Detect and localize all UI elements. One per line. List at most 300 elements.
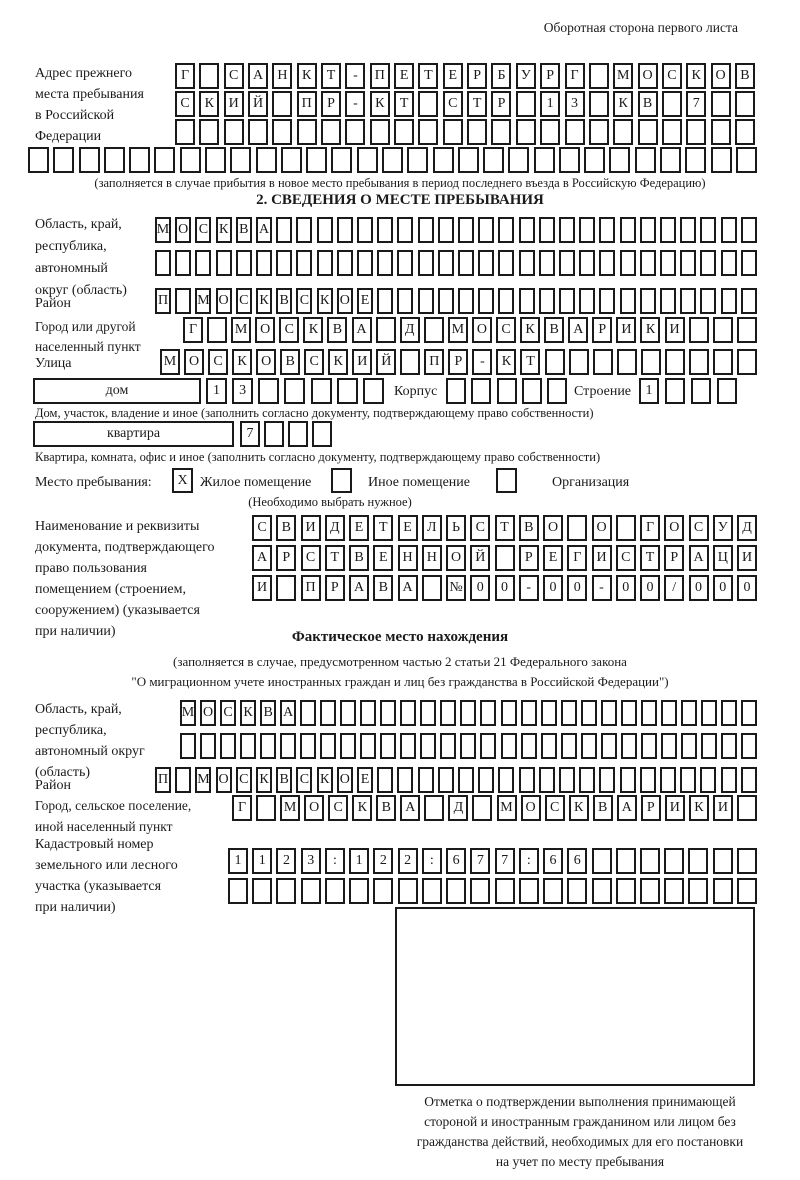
char-cell[interactable] — [252, 878, 272, 904]
char-cell[interactable]: Г — [175, 63, 195, 89]
char-cell[interactable]: Г — [640, 515, 660, 541]
char-cell[interactable]: 0 — [713, 575, 733, 601]
char-cell[interactable] — [665, 378, 685, 404]
char-cell[interactable]: М — [195, 288, 211, 314]
char-cell[interactable] — [599, 767, 615, 793]
char-cell[interactable]: С — [304, 349, 324, 375]
char-cell[interactable] — [685, 147, 706, 173]
char-cell[interactable] — [701, 700, 717, 726]
char-cell[interactable] — [495, 545, 515, 571]
char-cell[interactable]: С — [252, 515, 272, 541]
char-cell[interactable] — [617, 349, 637, 375]
char-cell[interactable]: А — [617, 795, 637, 821]
char-cell[interactable] — [497, 378, 517, 404]
char-cell[interactable]: В — [735, 63, 755, 89]
char-cell[interactable] — [640, 288, 656, 314]
char-cell[interactable] — [559, 288, 575, 314]
char-cell[interactable]: 2 — [373, 848, 393, 874]
char-cell[interactable]: К — [370, 91, 390, 117]
char-cell[interactable] — [593, 349, 613, 375]
char-cell[interactable]: О — [446, 545, 466, 571]
char-cell[interactable]: 0 — [640, 575, 660, 601]
char-cell[interactable]: Е — [373, 545, 393, 571]
char-cell[interactable]: 1 — [639, 378, 659, 404]
char-cell[interactable]: С — [296, 288, 312, 314]
char-cell[interactable]: Г — [183, 317, 203, 343]
char-cell[interactable]: И — [224, 91, 244, 117]
char-cell[interactable]: В — [373, 575, 393, 601]
char-cell[interactable] — [470, 878, 490, 904]
char-cell[interactable]: И — [616, 317, 636, 343]
char-cell[interactable]: Й — [376, 349, 396, 375]
char-cell[interactable] — [664, 848, 684, 874]
char-cell[interactable] — [660, 767, 676, 793]
char-cell[interactable] — [446, 378, 466, 404]
char-cell[interactable] — [589, 91, 609, 117]
char-cell[interactable]: М — [195, 767, 211, 793]
char-cell[interactable] — [498, 288, 514, 314]
char-cell[interactable] — [281, 147, 302, 173]
char-cell[interactable]: Г — [567, 545, 587, 571]
char-cell[interactable]: Т — [520, 349, 540, 375]
char-cell[interactable]: К — [256, 767, 272, 793]
char-cell[interactable] — [584, 147, 605, 173]
char-cell[interactable]: А — [400, 795, 420, 821]
char-cell[interactable] — [467, 119, 487, 145]
char-cell[interactable] — [539, 250, 555, 276]
char-cell[interactable]: П — [297, 91, 317, 117]
char-cell[interactable]: К — [240, 700, 256, 726]
char-cell[interactable]: Т — [495, 515, 515, 541]
char-cell[interactable] — [711, 91, 731, 117]
char-cell[interactable] — [256, 147, 277, 173]
char-cell[interactable] — [272, 91, 292, 117]
char-cell[interactable] — [616, 848, 636, 874]
char-cell[interactable] — [472, 795, 492, 821]
char-cell[interactable]: К — [199, 91, 219, 117]
char-cell[interactable]: О — [337, 288, 353, 314]
char-cell[interactable] — [480, 700, 496, 726]
char-cell[interactable] — [539, 217, 555, 243]
char-cell[interactable] — [660, 250, 676, 276]
char-cell[interactable]: М — [180, 700, 196, 726]
char-cell[interactable] — [443, 119, 463, 145]
char-cell[interactable] — [501, 700, 517, 726]
char-cell[interactable]: А — [352, 317, 372, 343]
char-cell[interactable] — [680, 250, 696, 276]
char-cell[interactable]: А — [256, 217, 272, 243]
char-cell[interactable] — [680, 288, 696, 314]
char-cell[interactable] — [540, 119, 560, 145]
char-cell[interactable]: Е — [357, 767, 373, 793]
char-cell[interactable] — [236, 250, 252, 276]
char-cell[interactable] — [721, 700, 737, 726]
char-cell[interactable] — [418, 767, 434, 793]
char-cell[interactable]: К — [520, 317, 540, 343]
char-cell[interactable] — [741, 250, 757, 276]
char-cell[interactable] — [539, 288, 555, 314]
char-cell[interactable]: И — [737, 545, 757, 571]
char-cell[interactable]: Р — [540, 63, 560, 89]
char-cell[interactable] — [458, 250, 474, 276]
char-cell[interactable] — [438, 250, 454, 276]
char-cell[interactable] — [337, 378, 358, 404]
char-cell[interactable] — [662, 91, 682, 117]
char-cell[interactable] — [317, 250, 333, 276]
char-cell[interactable]: И — [592, 545, 612, 571]
char-cell[interactable]: О — [664, 515, 684, 541]
char-cell[interactable] — [680, 767, 696, 793]
char-cell[interactable] — [565, 119, 585, 145]
char-cell[interactable] — [721, 767, 737, 793]
char-cell[interactable]: П — [301, 575, 321, 601]
char-cell[interactable] — [458, 767, 474, 793]
char-cell[interactable]: М — [160, 349, 180, 375]
char-cell[interactable] — [501, 733, 517, 759]
char-cell[interactable] — [640, 250, 656, 276]
char-cell[interactable] — [357, 250, 373, 276]
char-cell[interactable]: С — [470, 515, 490, 541]
char-cell[interactable]: О — [216, 767, 232, 793]
char-cell[interactable] — [680, 217, 696, 243]
char-cell[interactable] — [641, 349, 661, 375]
char-cell[interactable] — [199, 63, 219, 89]
char-cell[interactable] — [579, 288, 595, 314]
char-cell[interactable] — [345, 119, 365, 145]
char-cell[interactable] — [377, 217, 393, 243]
char-cell[interactable] — [681, 733, 697, 759]
char-cell[interactable] — [380, 700, 396, 726]
char-cell[interactable] — [260, 733, 276, 759]
char-cell[interactable]: К — [256, 288, 272, 314]
char-cell[interactable]: С — [496, 317, 516, 343]
char-cell[interactable] — [717, 378, 737, 404]
char-cell[interactable] — [640, 767, 656, 793]
char-cell[interactable] — [581, 733, 597, 759]
char-cell[interactable] — [480, 733, 496, 759]
char-cell[interactable] — [516, 119, 536, 145]
char-cell[interactable] — [397, 217, 413, 243]
char-cell[interactable]: Г — [232, 795, 252, 821]
char-cell[interactable] — [483, 147, 504, 173]
char-cell[interactable] — [522, 378, 542, 404]
char-cell[interactable] — [599, 288, 615, 314]
char-cell[interactable] — [561, 700, 577, 726]
char-cell[interactable]: 0 — [543, 575, 563, 601]
char-cell[interactable]: С — [443, 91, 463, 117]
char-cell[interactable] — [665, 349, 685, 375]
char-cell[interactable]: Ц — [713, 545, 733, 571]
stay-type-checkbox-zhiloe[interactable]: X — [172, 468, 193, 493]
char-cell[interactable] — [721, 250, 737, 276]
char-cell[interactable]: Р — [641, 795, 661, 821]
char-cell[interactable]: К — [317, 288, 333, 314]
char-cell[interactable]: Л — [422, 515, 442, 541]
char-cell[interactable] — [438, 767, 454, 793]
char-cell[interactable] — [129, 147, 150, 173]
char-cell[interactable] — [297, 119, 317, 145]
char-cell[interactable]: Е — [357, 288, 373, 314]
char-cell[interactable] — [613, 119, 633, 145]
char-cell[interactable] — [735, 119, 755, 145]
char-cell[interactable] — [337, 250, 353, 276]
char-cell[interactable] — [519, 250, 535, 276]
char-cell[interactable] — [620, 217, 636, 243]
char-cell[interactable] — [280, 733, 296, 759]
char-cell[interactable]: У — [713, 515, 733, 541]
char-cell[interactable] — [713, 317, 733, 343]
char-cell[interactable] — [741, 733, 757, 759]
char-cell[interactable]: К — [317, 767, 333, 793]
char-cell[interactable] — [721, 288, 737, 314]
char-cell[interactable]: 7 — [240, 421, 260, 447]
char-cell[interactable]: Е — [394, 63, 414, 89]
char-cell[interactable] — [478, 288, 494, 314]
char-cell[interactable]: А — [252, 545, 272, 571]
char-cell[interactable] — [394, 119, 414, 145]
char-cell[interactable] — [543, 878, 563, 904]
char-cell[interactable]: 3 — [232, 378, 253, 404]
char-cell[interactable]: М — [280, 795, 300, 821]
char-cell[interactable]: Ь — [446, 515, 466, 541]
char-cell[interactable] — [373, 878, 393, 904]
char-cell[interactable]: О — [175, 217, 191, 243]
char-cell[interactable] — [579, 217, 595, 243]
char-cell[interactable] — [579, 250, 595, 276]
char-cell[interactable]: С — [328, 795, 348, 821]
char-cell[interactable]: О — [184, 349, 204, 375]
char-cell[interactable] — [559, 767, 575, 793]
char-cell[interactable]: С — [545, 795, 565, 821]
char-cell[interactable] — [737, 848, 757, 874]
char-cell[interactable] — [621, 733, 637, 759]
char-cell[interactable]: Т — [394, 91, 414, 117]
char-cell[interactable] — [422, 878, 442, 904]
char-cell[interactable] — [498, 250, 514, 276]
char-cell[interactable] — [609, 147, 630, 173]
char-cell[interactable] — [567, 878, 587, 904]
char-cell[interactable] — [713, 878, 733, 904]
char-cell[interactable] — [256, 250, 272, 276]
char-cell[interactable]: В — [280, 349, 300, 375]
char-cell[interactable] — [721, 217, 737, 243]
char-cell[interactable]: - — [345, 63, 365, 89]
char-cell[interactable] — [498, 217, 514, 243]
char-cell[interactable] — [521, 733, 537, 759]
char-cell[interactable] — [264, 421, 284, 447]
char-cell[interactable] — [438, 217, 454, 243]
char-cell[interactable]: А — [689, 545, 709, 571]
char-cell[interactable]: Р — [519, 545, 539, 571]
char-cell[interactable] — [599, 250, 615, 276]
char-cell[interactable] — [491, 119, 511, 145]
char-cell[interactable] — [420, 700, 436, 726]
char-cell[interactable] — [360, 700, 376, 726]
char-cell[interactable]: К — [686, 63, 706, 89]
char-cell[interactable]: Е — [349, 515, 369, 541]
char-cell[interactable]: О — [472, 317, 492, 343]
char-cell[interactable]: А — [398, 575, 418, 601]
char-cell[interactable] — [508, 147, 529, 173]
char-cell[interactable]: Е — [398, 515, 418, 541]
char-cell[interactable] — [397, 288, 413, 314]
char-cell[interactable]: М — [448, 317, 468, 343]
char-cell[interactable]: - — [472, 349, 492, 375]
char-cell[interactable]: К — [689, 795, 709, 821]
char-cell[interactable] — [376, 317, 396, 343]
char-cell[interactable] — [400, 700, 416, 726]
char-cell[interactable]: С — [220, 700, 236, 726]
char-cell[interactable] — [660, 217, 676, 243]
char-cell[interactable]: А — [280, 700, 296, 726]
char-cell[interactable] — [240, 733, 256, 759]
char-cell[interactable] — [317, 217, 333, 243]
char-cell[interactable]: В — [260, 700, 276, 726]
char-cell[interactable] — [741, 700, 757, 726]
char-cell[interactable] — [641, 700, 657, 726]
char-cell[interactable] — [175, 119, 195, 145]
char-cell[interactable] — [621, 700, 637, 726]
char-cell[interactable] — [664, 878, 684, 904]
char-cell[interactable] — [689, 349, 709, 375]
char-cell[interactable] — [569, 349, 589, 375]
char-cell[interactable]: К — [303, 317, 323, 343]
char-cell[interactable]: Т — [325, 545, 345, 571]
char-cell[interactable] — [711, 147, 732, 173]
char-cell[interactable] — [660, 288, 676, 314]
char-cell[interactable] — [579, 767, 595, 793]
char-cell[interactable]: О — [216, 288, 232, 314]
char-cell[interactable] — [175, 288, 191, 314]
char-cell[interactable] — [306, 147, 327, 173]
char-cell[interactable] — [592, 878, 612, 904]
char-cell[interactable]: 1 — [252, 848, 272, 874]
char-cell[interactable]: В — [236, 217, 252, 243]
char-cell[interactable] — [471, 378, 491, 404]
char-cell[interactable] — [478, 217, 494, 243]
char-cell[interactable]: С — [175, 91, 195, 117]
char-cell[interactable]: Д — [400, 317, 420, 343]
char-cell[interactable] — [216, 250, 232, 276]
char-cell[interactable] — [360, 733, 376, 759]
char-cell[interactable] — [228, 878, 248, 904]
char-cell[interactable]: Д — [737, 515, 757, 541]
char-cell[interactable] — [200, 733, 216, 759]
char-cell[interactable] — [640, 848, 660, 874]
char-cell[interactable] — [199, 119, 219, 145]
char-cell[interactable]: О — [255, 317, 275, 343]
char-cell[interactable]: 0 — [616, 575, 636, 601]
char-cell[interactable] — [300, 700, 316, 726]
char-cell[interactable]: В — [349, 545, 369, 571]
char-cell[interactable] — [713, 349, 733, 375]
char-cell[interactable]: В — [276, 288, 292, 314]
char-cell[interactable]: Р — [276, 545, 296, 571]
char-cell[interactable] — [418, 250, 434, 276]
char-cell[interactable] — [424, 317, 444, 343]
char-cell[interactable] — [418, 91, 438, 117]
char-cell[interactable]: У — [516, 63, 536, 89]
char-cell[interactable] — [700, 217, 716, 243]
char-cell[interactable] — [547, 378, 567, 404]
char-cell[interactable] — [641, 733, 657, 759]
char-cell[interactable]: С — [662, 63, 682, 89]
char-cell[interactable]: : — [519, 848, 539, 874]
char-cell[interactable] — [433, 147, 454, 173]
char-cell[interactable] — [689, 317, 709, 343]
char-cell[interactable]: Р — [592, 317, 612, 343]
char-cell[interactable] — [276, 575, 296, 601]
char-cell[interactable]: 0 — [567, 575, 587, 601]
char-cell[interactable]: И — [301, 515, 321, 541]
char-cell[interactable] — [440, 700, 456, 726]
char-cell[interactable] — [519, 217, 535, 243]
char-cell[interactable]: Т — [373, 515, 393, 541]
char-cell[interactable]: В — [544, 317, 564, 343]
char-cell[interactable]: Т — [467, 91, 487, 117]
char-cell[interactable] — [616, 878, 636, 904]
char-cell[interactable] — [700, 250, 716, 276]
char-cell[interactable] — [382, 147, 403, 173]
char-cell[interactable] — [735, 91, 755, 117]
char-cell[interactable] — [519, 288, 535, 314]
char-cell[interactable] — [340, 700, 356, 726]
char-cell[interactable] — [312, 421, 332, 447]
char-cell[interactable] — [545, 349, 565, 375]
char-cell[interactable] — [377, 250, 393, 276]
char-cell[interactable] — [662, 119, 682, 145]
char-cell[interactable]: П — [370, 63, 390, 89]
char-cell[interactable] — [440, 733, 456, 759]
char-cell[interactable]: В — [276, 767, 292, 793]
char-cell[interactable]: М — [155, 217, 171, 243]
char-cell[interactable] — [276, 217, 292, 243]
char-cell[interactable]: № — [446, 575, 466, 601]
char-cell[interactable] — [300, 733, 316, 759]
char-cell[interactable]: Р — [448, 349, 468, 375]
char-cell[interactable] — [288, 421, 308, 447]
char-cell[interactable] — [691, 378, 711, 404]
char-cell[interactable] — [589, 63, 609, 89]
char-cell[interactable]: А — [349, 575, 369, 601]
char-cell[interactable] — [736, 147, 757, 173]
char-cell[interactable] — [661, 733, 677, 759]
char-cell[interactable]: М — [231, 317, 251, 343]
char-cell[interactable]: Р — [325, 575, 345, 601]
char-cell[interactable] — [155, 250, 171, 276]
char-cell[interactable] — [620, 250, 636, 276]
char-cell[interactable] — [224, 119, 244, 145]
char-cell[interactable] — [400, 733, 416, 759]
char-cell[interactable]: 7 — [495, 848, 515, 874]
char-cell[interactable]: В — [638, 91, 658, 117]
char-cell[interactable]: П — [424, 349, 444, 375]
char-cell[interactable]: П — [155, 288, 171, 314]
char-cell[interactable]: О — [638, 63, 658, 89]
char-cell[interactable] — [175, 767, 191, 793]
char-cell[interactable]: - — [345, 91, 365, 117]
char-cell[interactable]: 6 — [446, 848, 466, 874]
char-cell[interactable]: Т — [640, 545, 660, 571]
char-cell[interactable] — [53, 147, 74, 173]
char-cell[interactable]: А — [568, 317, 588, 343]
char-cell[interactable]: О — [711, 63, 731, 89]
char-cell[interactable] — [686, 119, 706, 145]
char-cell[interactable]: С — [195, 217, 211, 243]
char-cell[interactable]: - — [592, 575, 612, 601]
char-cell[interactable] — [422, 575, 442, 601]
char-cell[interactable] — [397, 767, 413, 793]
